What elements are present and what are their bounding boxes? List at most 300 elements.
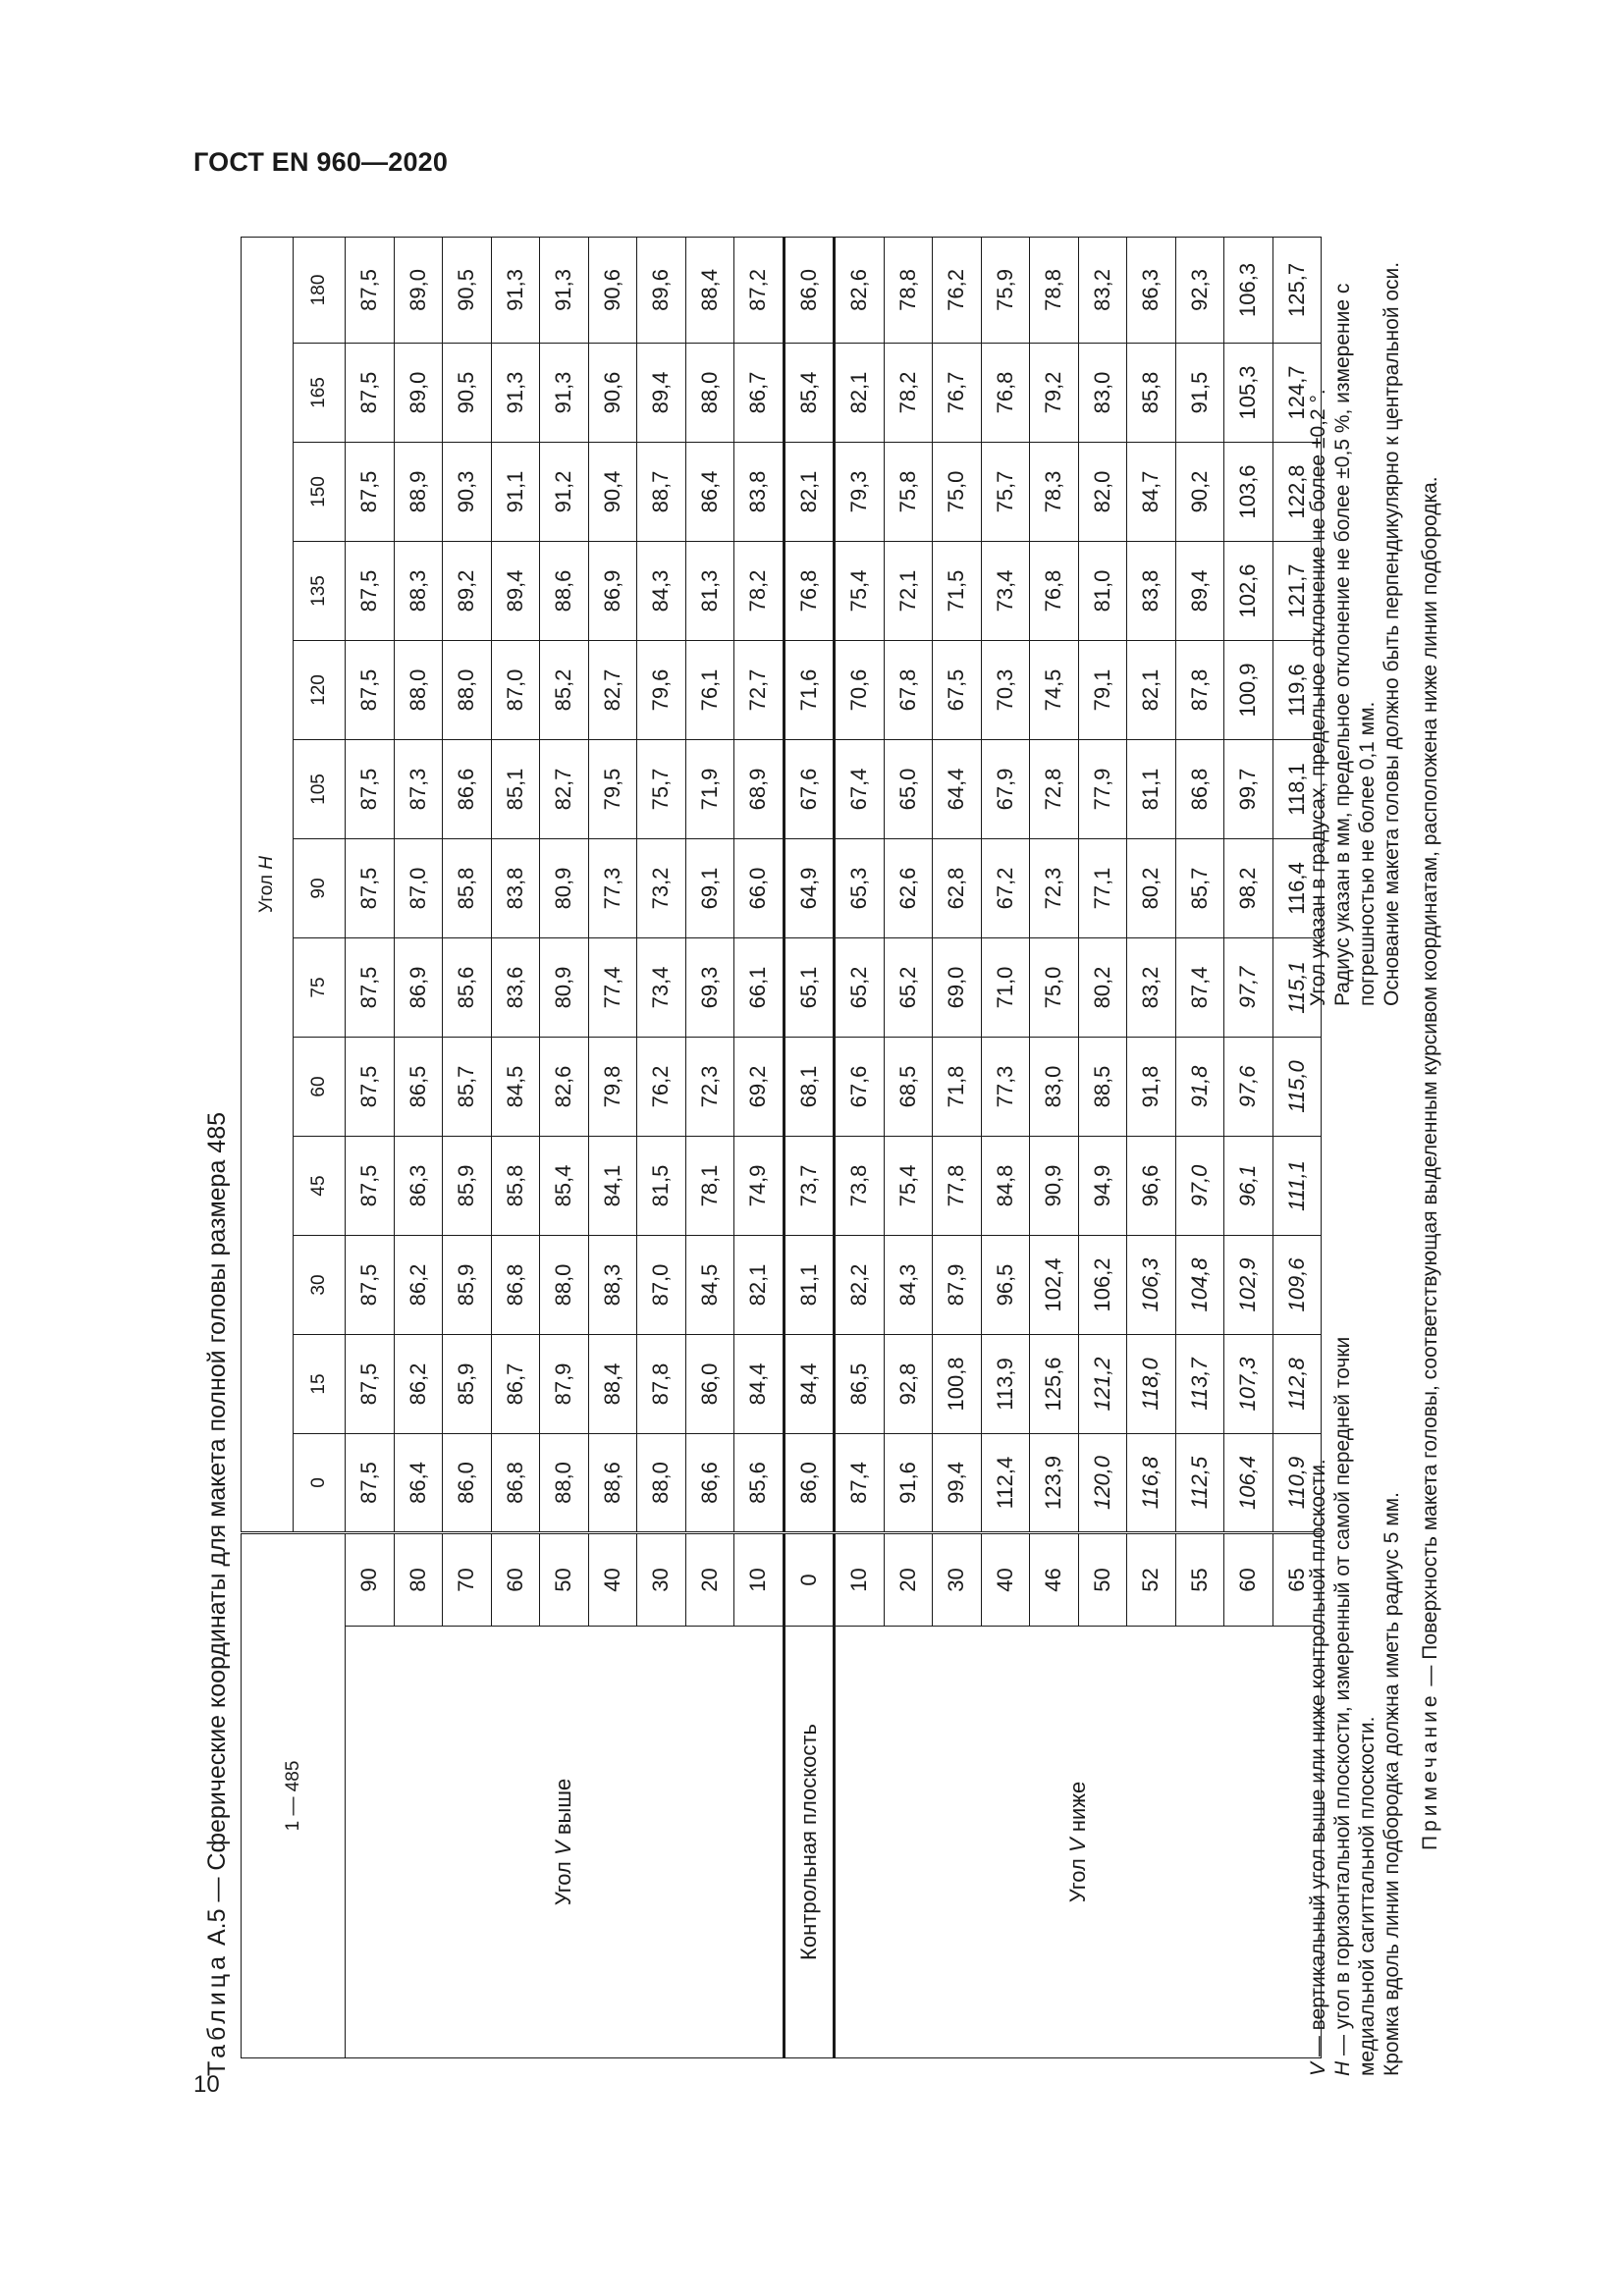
table-cell: 67,8	[884, 640, 933, 739]
h-angle-header-cell: 30	[294, 1235, 346, 1334]
note-line	[1330, 1036, 1355, 2076]
note-word: Примечание	[1419, 1691, 1441, 1850]
table-cell: 87,4	[1175, 937, 1224, 1037]
table-cell: 89,4	[637, 343, 686, 442]
table-cell: 88,0	[540, 1235, 589, 1334]
corner-cell: 1 — 485	[242, 1532, 346, 2057]
table-cell: 88,9	[394, 442, 443, 541]
header-row-group	[242, 237, 294, 2057]
table-cell: 79,5	[588, 739, 637, 838]
table-cell: 79,2	[1030, 343, 1079, 442]
table-cell: 87,5	[346, 237, 395, 343]
table-cell: 83,8	[491, 838, 540, 937]
table-cell: 87,5	[346, 541, 395, 640]
table-cell: 81,3	[685, 541, 734, 640]
table-cell: 75,4	[835, 541, 885, 640]
table-cell: 87,8	[1175, 640, 1224, 739]
table-cell: 78,2	[884, 343, 933, 442]
table-cell: 69,0	[933, 937, 982, 1037]
table-cell: 85,6	[734, 1433, 785, 1532]
table-cell: 72,3	[1030, 838, 1079, 937]
note-text: Кромка вдоль линии подбородка должна иметь радиус 5 мм.	[1380, 1492, 1403, 2076]
table-cell: 85,4	[784, 343, 835, 442]
table-cell: 89,4	[491, 541, 540, 640]
table-cell: 86,6	[443, 739, 492, 838]
table-cell: 73,4	[637, 937, 686, 1037]
table-cell: 90,6	[588, 237, 637, 343]
table-cell: 69,1	[685, 838, 734, 937]
table-cell: 75,0	[1030, 937, 1079, 1037]
table-cell: 74,5	[1030, 640, 1079, 739]
table-cell: 62,8	[933, 838, 982, 937]
group-v-below	[835, 1627, 1322, 2058]
table-cell: 120,0	[1078, 1433, 1127, 1532]
note-line	[1380, 1036, 1404, 2076]
table-caption	[203, 1112, 232, 2076]
note-symbol: V	[1307, 2061, 1329, 2076]
table-cell: 107,3	[1224, 1334, 1273, 1433]
table-cell: 112,4	[981, 1433, 1030, 1532]
table-cell: 88,3	[588, 1235, 637, 1334]
table-cell: 87,5	[346, 442, 395, 541]
table-cell: 94,9	[1078, 1136, 1127, 1235]
group-v-below-part: ниже	[1065, 1781, 1090, 1833]
table-cell: 85,8	[443, 838, 492, 937]
group-v-above-part: выше	[551, 1778, 576, 1836]
table-cell: 70,6	[835, 640, 885, 739]
v-angle-cell: 90	[346, 1532, 395, 1626]
table-cell: 65,0	[884, 739, 933, 838]
note-line	[1306, 1036, 1330, 2076]
v-angle-cell: 10	[835, 1532, 885, 1626]
table-cell: 82,1	[1127, 640, 1176, 739]
table-cell: 76,1	[685, 640, 734, 739]
table-cell: 67,6	[784, 739, 835, 838]
table-cell: 91,5	[1175, 343, 1224, 442]
table-cell: 89,6	[637, 237, 686, 343]
table-cell: 72,7	[734, 640, 785, 739]
table-cell: 88,0	[394, 640, 443, 739]
table-cell: 85,9	[443, 1235, 492, 1334]
note-text: медиальной сагиттальной плоскости.	[1356, 1716, 1379, 2076]
table-caption-text: А.5 — Сферические координаты для макета полной головы размера 485	[203, 1111, 231, 1947]
table-cell: 85,8	[491, 1136, 540, 1235]
table-cell: 86,3	[1127, 237, 1176, 343]
table-cell: 85,8	[1127, 343, 1176, 442]
table-cell: 84,3	[884, 1235, 933, 1334]
table-cell: 73,7	[784, 1136, 835, 1235]
table-cell: 84,3	[637, 541, 686, 640]
table-cell: 121,7	[1272, 541, 1322, 640]
table-cell: 84,7	[1127, 442, 1176, 541]
table-cell: 90,5	[443, 343, 492, 442]
h-angle-header-cell: 60	[294, 1037, 346, 1136]
table-cell: 86,7	[491, 1334, 540, 1433]
table-cell: 76,8	[981, 343, 1030, 442]
v-angle-cell: 0	[784, 1532, 835, 1626]
page-number: 10	[193, 2071, 220, 2098]
table-cell: 86,0	[784, 237, 835, 343]
table-cell: 124,7	[1272, 343, 1322, 442]
v-angle-cell: 80	[394, 1532, 443, 1626]
table-cell: 86,6	[685, 1433, 734, 1532]
table-cell: 73,8	[835, 1136, 885, 1235]
notes-left	[1306, 1036, 1404, 2076]
table-cell: 78,3	[1030, 442, 1079, 541]
table-cell: 82,1	[734, 1235, 785, 1334]
table-cell: 68,5	[884, 1037, 933, 1136]
table-cell: 74,9	[734, 1136, 785, 1235]
table-cell: 89,2	[443, 541, 492, 640]
table-cell: 86,8	[491, 1433, 540, 1532]
table-cell: 75,7	[637, 739, 686, 838]
v-angle-cell: 52	[1127, 1532, 1176, 1626]
table-cell: 70,3	[981, 640, 1030, 739]
table-cell: 113,9	[981, 1334, 1030, 1433]
table-cell: 102,9	[1224, 1235, 1273, 1334]
v-angle-cell: 20	[685, 1532, 734, 1626]
table-cell: 83,0	[1078, 343, 1127, 442]
table-cell: 89,0	[394, 237, 443, 343]
table-cell: 123,9	[1030, 1433, 1079, 1532]
table-cell: 86,0	[784, 1433, 835, 1532]
table-cell: 92,3	[1175, 237, 1224, 343]
table-cell: 76,8	[784, 541, 835, 640]
table-cell: 76,7	[933, 343, 982, 442]
h-group-symbol: H	[256, 855, 277, 870]
table-cell: 91,8	[1175, 1037, 1224, 1136]
table-cell: 87,4	[835, 1433, 885, 1532]
table-cell: 71,5	[933, 541, 982, 640]
table-cell: 119,6	[1272, 640, 1322, 739]
table-cell: 87,0	[394, 838, 443, 937]
h-angle-header-cell: 120	[294, 640, 346, 739]
table-cell: 64,4	[933, 739, 982, 838]
table-cell: 77,8	[933, 1136, 982, 1235]
table-cell: 83,2	[1078, 237, 1127, 343]
table-cell: 69,3	[685, 937, 734, 1037]
h-angle-header-cell: 135	[294, 541, 346, 640]
table-row	[784, 237, 835, 2057]
table-cell: 87,5	[346, 937, 395, 1037]
table-cell: 67,5	[933, 640, 982, 739]
table-cell: 65,1	[784, 937, 835, 1037]
table-cell: 75,8	[884, 442, 933, 541]
table-cell: 84,4	[784, 1334, 835, 1433]
table-cell: 83,6	[491, 937, 540, 1037]
table-cell: 83,8	[1127, 541, 1176, 640]
table-cell: 99,4	[933, 1433, 982, 1532]
table-cell: 88,0	[540, 1433, 589, 1532]
table-cell: 106,3	[1127, 1235, 1176, 1334]
table-cell: 91,3	[491, 237, 540, 343]
table-cell: 87,9	[933, 1235, 982, 1334]
h-angle-header-cell: 105	[294, 739, 346, 838]
table-cell: 67,2	[981, 838, 1030, 937]
table-cell: 86,0	[685, 1334, 734, 1433]
table-cell: 87,9	[540, 1334, 589, 1433]
table-cell: 90,4	[588, 442, 637, 541]
table-cell: 86,9	[588, 541, 637, 640]
table-cell: 87,5	[346, 838, 395, 937]
table-cell: 86,5	[394, 1037, 443, 1136]
table-cell: 84,8	[981, 1136, 1030, 1235]
table-cell: 79,3	[835, 442, 885, 541]
table-cell: 68,9	[734, 739, 785, 838]
table-cell: 90,6	[588, 343, 637, 442]
h-angle-header-cell: 0	[294, 1433, 346, 1532]
v-angle-cell: 46	[1030, 1532, 1079, 1626]
table-cell: 106,4	[1224, 1433, 1273, 1532]
table-cell: 87,5	[346, 343, 395, 442]
table-cell: 73,4	[981, 541, 1030, 640]
table-cell: 83,8	[734, 442, 785, 541]
group-v-below-part: V	[1065, 1838, 1090, 1852]
group-v-above	[346, 1627, 785, 2058]
v-angle-cell: 30	[637, 1532, 686, 1626]
v-angle-cell: 50	[540, 1532, 589, 1626]
table-cell: 87,2	[734, 237, 785, 343]
table-cell: 84,4	[734, 1334, 785, 1433]
table-cell: 75,0	[933, 442, 982, 541]
table-row	[346, 237, 395, 2057]
h-angle-header-cell: 165	[294, 343, 346, 442]
table-cell: 86,9	[394, 937, 443, 1037]
table-cell: 77,3	[981, 1037, 1030, 1136]
table-cell: 115,1	[1272, 937, 1322, 1037]
table-cell: 99,7	[1224, 739, 1273, 838]
table-cell: 91,6	[884, 1433, 933, 1532]
table-cell: 86,0	[443, 1433, 492, 1532]
table-cell: 102,6	[1224, 541, 1273, 640]
table-cell: 79,6	[637, 640, 686, 739]
table-cell: 88,0	[685, 343, 734, 442]
table-cell: 91,2	[540, 442, 589, 541]
v-angle-cell: 60	[491, 1532, 540, 1626]
table-cell: 81,1	[1127, 739, 1176, 838]
table-cell: 77,3	[588, 838, 637, 937]
table-cell: 76,2	[933, 237, 982, 343]
table-cell: 87,0	[491, 640, 540, 739]
note-text: — угол в горизонтальной плоскости, измеренный от самой передней точки	[1331, 1336, 1354, 2061]
table-cell: 115,0	[1272, 1037, 1322, 1136]
table-cell: 68,1	[784, 1037, 835, 1136]
table-cell: 122,8	[1272, 442, 1322, 541]
v-angle-cell: 30	[933, 1532, 982, 1626]
v-angle-cell: 20	[884, 1532, 933, 1626]
table-cell: 110,9	[1272, 1433, 1322, 1532]
table-cell: 98,2	[1224, 838, 1273, 937]
table-cell: 125,7	[1272, 237, 1322, 343]
h-angle-header-cell: 150	[294, 442, 346, 541]
table-cell: 71,9	[685, 739, 734, 838]
table-cell: 85,4	[540, 1136, 589, 1235]
table-cell: 112,5	[1175, 1433, 1224, 1532]
table-cell: 84,5	[491, 1037, 540, 1136]
table-cell: 82,6	[540, 1037, 589, 1136]
table-cell: 73,2	[637, 838, 686, 937]
table-cell: 88,7	[637, 442, 686, 541]
control-plane-label: Контрольная плоскость	[784, 1627, 835, 2058]
standard-title: ГОСТ EN 960—2020	[193, 147, 449, 177]
table-cell: 88,0	[443, 640, 492, 739]
table-cell: 118,0	[1127, 1334, 1176, 1433]
table-cell: 103,6	[1224, 442, 1273, 541]
table-cell: 86,7	[734, 343, 785, 442]
h-group-label: Угол	[256, 874, 277, 913]
table-cell: 90,9	[1030, 1136, 1079, 1235]
table-cell: 82,1	[835, 343, 885, 442]
v-angle-cell: 40	[588, 1532, 637, 1626]
group-v-above-part: Угол	[551, 1861, 576, 1906]
table-cell: 97,7	[1224, 937, 1273, 1037]
table-cell: 121,2	[1078, 1334, 1127, 1433]
table-cell: 78,2	[734, 541, 785, 640]
table-cell: 96,1	[1224, 1136, 1273, 1235]
table-cell: 80,9	[540, 838, 589, 937]
table-cell: 84,1	[588, 1136, 637, 1235]
note-text: — Поверхность макета головы, соответствующая выделенным курсивом координатам, расположена ниже линии подбородка.	[1419, 476, 1441, 1692]
table-cell: 85,7	[1175, 838, 1224, 937]
table-cell: 92,8	[884, 1334, 933, 1433]
table-cell: 67,9	[981, 739, 1030, 838]
table-cell: 91,3	[491, 343, 540, 442]
table-cell: 109,6	[1272, 1235, 1322, 1334]
note-symbol: H	[1331, 2060, 1354, 2076]
table-cell: 87,5	[346, 1037, 395, 1136]
table-cell: 80,2	[1078, 937, 1127, 1037]
note-line	[1355, 1036, 1380, 2076]
table-cell: 82,7	[588, 640, 637, 739]
v-angle-cell: 40	[981, 1532, 1030, 1626]
table-cell: 78,8	[1030, 237, 1079, 343]
table-cell: 86,5	[835, 1334, 885, 1433]
table-cell: 111,1	[1272, 1136, 1322, 1235]
table-cell: 77,4	[588, 937, 637, 1037]
table-cell: 97,6	[1224, 1037, 1273, 1136]
table-cell: 90,2	[1175, 442, 1224, 541]
table-cell: 65,3	[835, 838, 885, 937]
table-cell: 118,1	[1272, 739, 1322, 838]
table-cell: 85,2	[540, 640, 589, 739]
table-cell: 88,6	[588, 1433, 637, 1532]
table-cell: 81,5	[637, 1136, 686, 1235]
table-caption-prefix: Таблица	[203, 1951, 231, 2076]
note-line: Основание макета головы должно быть перпендикулярно к центральной оси.	[1380, 261, 1403, 1006]
table-note	[1419, 476, 1442, 1850]
v-angle-cell: 65	[1272, 1532, 1322, 1626]
table-cell: 75,9	[981, 237, 1030, 343]
table-cell: 105,3	[1224, 343, 1273, 442]
table-cell: 71,0	[981, 937, 1030, 1037]
table-cell: 88,6	[540, 541, 589, 640]
table-cell: 90,3	[443, 442, 492, 541]
table-cell: 66,0	[734, 838, 785, 937]
table-cell: 72,8	[1030, 739, 1079, 838]
table-cell: 87,5	[346, 1235, 395, 1334]
table-cell: 87,0	[637, 1235, 686, 1334]
table-cell: 86,8	[1175, 739, 1224, 838]
note-line: Угол указан в градусах, предельное отклонение не более ±0,2 °.	[1307, 389, 1329, 1006]
table-cell: 86,4	[685, 442, 734, 541]
v-angle-cell: 10	[734, 1532, 785, 1626]
table-cell: 100,8	[933, 1334, 982, 1433]
group-v-above-part: V	[551, 1841, 576, 1855]
table-cell: 96,5	[981, 1235, 1030, 1334]
table-cell: 75,7	[981, 442, 1030, 541]
h-angle-group-header	[242, 237, 294, 1532]
table-cell: 64,9	[784, 838, 835, 937]
table-cell: 80,9	[540, 937, 589, 1037]
table-cell: 104,8	[1175, 1235, 1224, 1334]
table-cell: 77,9	[1078, 739, 1127, 838]
table-cell: 113,7	[1175, 1334, 1224, 1433]
table-cell: 102,4	[1030, 1235, 1079, 1334]
table-cell: 86,2	[394, 1334, 443, 1433]
table-cell: 91,3	[540, 343, 589, 442]
table-cell: 112,8	[1272, 1334, 1322, 1433]
table-cell: 82,0	[1078, 442, 1127, 541]
notes-right	[1306, 162, 1404, 1006]
table-cell: 91,3	[540, 237, 589, 343]
table-cell: 86,2	[394, 1235, 443, 1334]
table-cell: 106,3	[1224, 237, 1273, 343]
table-cell: 79,8	[588, 1037, 637, 1136]
table-cell: 88,3	[394, 541, 443, 640]
table-cell: 88,0	[637, 1433, 686, 1532]
h-angle-header-cell: 75	[294, 937, 346, 1037]
table-cell: 97,0	[1175, 1136, 1224, 1235]
h-angle-header-cell: 180	[294, 237, 346, 343]
table-cell: 76,2	[637, 1037, 686, 1136]
table-cell: 100,9	[1224, 640, 1273, 739]
table-cell: 80,2	[1127, 838, 1176, 937]
coordinates-table	[241, 237, 1322, 2058]
table-cell: 65,2	[884, 937, 933, 1037]
table-cell: 83,0	[1030, 1037, 1079, 1136]
table-cell: 91,8	[1127, 1037, 1176, 1136]
table-cell: 77,1	[1078, 838, 1127, 937]
table-cell: 89,4	[1175, 541, 1224, 640]
table-cell: 69,2	[734, 1037, 785, 1136]
table-cell: 90,5	[443, 237, 492, 343]
table-cell: 85,1	[491, 739, 540, 838]
table-cell: 87,5	[346, 1136, 395, 1235]
note-line: погрешностью не более 0,1 мм.	[1356, 701, 1379, 1006]
table-cell: 82,1	[784, 442, 835, 541]
table-cell: 86,3	[394, 1136, 443, 1235]
table-cell: 125,6	[1030, 1334, 1079, 1433]
table-cell: 87,5	[346, 1433, 395, 1532]
table-cell: 87,5	[346, 640, 395, 739]
table-cell: 87,5	[346, 739, 395, 838]
table-cell: 81,1	[784, 1235, 835, 1334]
table-cell: 85,9	[443, 1334, 492, 1433]
table-cell: 85,7	[443, 1037, 492, 1136]
table-cell: 89,0	[394, 343, 443, 442]
v-angle-cell: 50	[1078, 1532, 1127, 1626]
table-cell: 66,1	[734, 937, 785, 1037]
table-cell: 67,6	[835, 1037, 885, 1136]
rotated-table-area	[201, 162, 1507, 2076]
note-text: — вертикальный угол выше или ниже контрольной плоскости.	[1307, 1459, 1329, 2062]
table-cell: 86,8	[491, 1235, 540, 1334]
table-cell: 87,5	[346, 1334, 395, 1433]
group-v-below-part: Угол	[1065, 1858, 1090, 1903]
table-cell: 71,8	[933, 1037, 982, 1136]
table-cell: 71,6	[784, 640, 835, 739]
table-cell: 82,2	[835, 1235, 885, 1334]
